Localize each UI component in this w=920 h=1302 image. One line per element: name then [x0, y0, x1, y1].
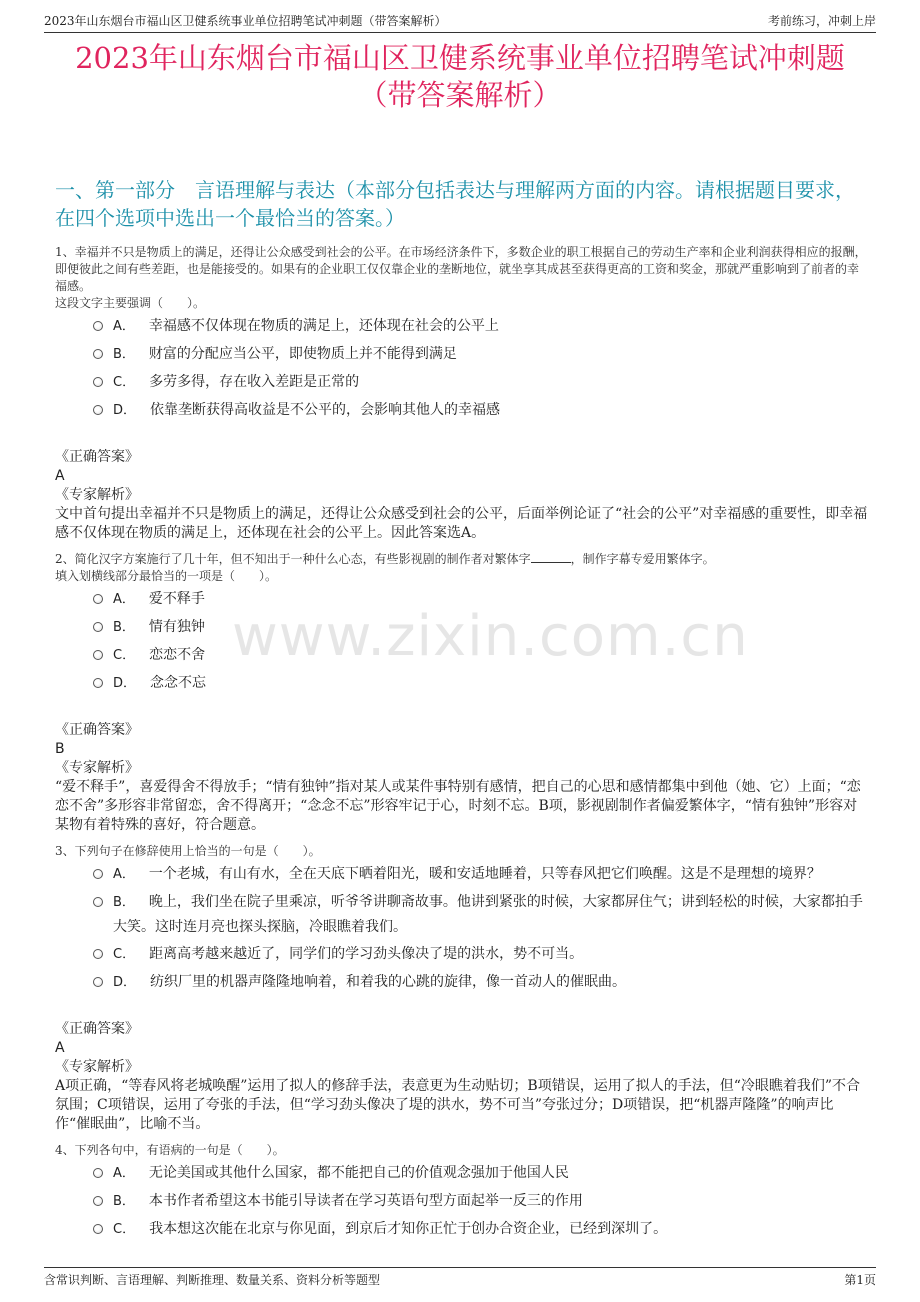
- fill-blank: [531, 562, 571, 563]
- answer-label: 《正确答案》: [55, 1021, 139, 1037]
- header-title: 2023年山东烟台市福山区卫健系统事业单位招聘笔试冲刺题（带答案解析）: [44, 14, 447, 28]
- analysis-label: 《专家解析》: [55, 760, 139, 776]
- watermark: www.zixin.com.cn: [232, 604, 749, 669]
- page-footer: [44, 1267, 876, 1288]
- radio-icon[interactable]: [93, 977, 103, 987]
- option-a[interactable]: A． 爱不释手: [55, 587, 868, 612]
- radio-icon[interactable]: [93, 594, 103, 604]
- option-b[interactable]: B． 情有独钟: [55, 615, 868, 640]
- document-title-line2: （带答案解析）: [358, 78, 562, 112]
- footer-note: 含常识判断、言语理解、判断推理、数量关系、资料分析等题型: [44, 1273, 381, 1287]
- question-stem: 4、下列各句中，有语病的一句是（ ）。: [55, 1143, 285, 1157]
- option-b[interactable]: B． 晚上，我们坐在院子里乘凉，听爷爷讲聊斋故事。他讲到紧张的时候，大家都屏住气；讲到轻松的时候，大家都拍手大笑。这时连月亮也探头探脑，冷眼瞧着我们。: [55, 890, 868, 939]
- question-3: [55, 843, 868, 1134]
- analysis-text: “爱不释手”，喜爱得舍不得放手；“情有独钟”指对某人或某件事特别有感情，把自己的心思和感情都集中到他（她、它）上面；“恋恋不舍”多形容非常留恋，舍不得离开；“念念不忘”形容牢记于心，时刻不忘。B项，影视剧制作者偏爱繁体字，“情有独钟”形容对某物有着特殊的喜好，符合题意。: [55, 779, 861, 833]
- analysis-label: 《专家解析》: [55, 1059, 139, 1075]
- question-stem: 1、幸福并不只是物质上的满足，还得让公众感受到社会的公平。在市场经济条件下，多数企业的职工根据自己的劳动生产率和企业利润获得相应的报酬，即便彼此之间有些差距，也是能接受的。如果有的企业职工仅仅靠企业的垄断地位，就坐享其成甚至获得更高的工资和奖金，那就严重影响到了前者的幸福感。: [55, 245, 867, 293]
- option-d[interactable]: D． 依靠垄断获得高收益是不公平的，会影响其他人的幸福感: [55, 398, 868, 423]
- analysis-label: 《专家解析》: [55, 487, 139, 503]
- radio-icon[interactable]: [93, 377, 103, 387]
- question-stem: 3、下列句子在修辞使用上恰当的一句是（ ）。: [55, 844, 321, 858]
- correct-answer: A: [55, 1040, 65, 1056]
- question-stem: 2、简化汉字方案施行了几十年，但不知出于一种什么心态，有些影视剧的制作者对繁体字 ，制作字幕专爱用繁体字。: [55, 552, 715, 566]
- document-title: [0, 40, 920, 114]
- analysis-text: A项正确，“等春风将老城唤醒”运用了拟人的修辞手法，表意更为生动贴切；B项错误，运用了拟人的手法，但“冷眼瞧着我们”不合氛围；C项错误，运用了夸张的手法，但“学习劲头像决了堤的洪水，势不可当”夸张过分；D项错误，把“机器声隆隆”的响声比作“催眠曲”，比喻不当。: [55, 1078, 861, 1132]
- radio-icon[interactable]: [93, 349, 103, 359]
- question-prompt: 这段文字主要强调（ ）。: [55, 296, 206, 310]
- correct-answer: B: [55, 741, 65, 757]
- radio-icon[interactable]: [93, 869, 103, 879]
- radio-icon[interactable]: [93, 1196, 103, 1206]
- question-prompt: 填入划横线部分最恰当的一项是（ ）。: [55, 569, 278, 583]
- question-4: [55, 1142, 868, 1242]
- option-c[interactable]: C． 多劳多得，存在收入差距是正常的: [55, 370, 868, 395]
- page-header: [44, 10, 876, 33]
- radio-icon[interactable]: [93, 678, 103, 688]
- radio-icon[interactable]: [93, 1168, 103, 1178]
- section-heading: 一、第一部分 言语理解与表达（本部分包括表达与理解两方面的内容。请根据题目要求，在四个选项中选出一个最恰当的答案。）: [55, 178, 855, 230]
- radio-icon[interactable]: [93, 897, 103, 907]
- answer-label: 《正确答案》: [55, 722, 139, 738]
- header-slogan: 考前练习，冲刺上岸: [767, 14, 876, 28]
- option-c[interactable]: C． 我本想这次能在北京与你见面，到京后才知你正忙于创办合资企业，已经到深圳了。: [55, 1217, 868, 1242]
- option-a[interactable]: A． 一个老城，有山有水，全在天底下晒着阳光，暖和安适地睡着，只等春风把它们唤醒。这是不是理想的境界？: [55, 862, 868, 887]
- correct-answer: A: [55, 468, 65, 484]
- question-list: [55, 244, 868, 1245]
- option-a[interactable]: A． 幸福感不仅体现在物质的满足上，还体现在社会的公平上: [55, 314, 868, 339]
- option-d[interactable]: D． 念念不忘: [55, 671, 868, 696]
- analysis-text: 文中首句提出幸福并不只是物质上的满足，还得让公众感受到社会的公平，后面举例论证了“社会的公平”对幸福感的重要性，即幸福感不仅体现在物质的满足上，还体现在社会的公平上。因此答案选A。: [55, 506, 868, 541]
- radio-icon[interactable]: [93, 949, 103, 959]
- option-b[interactable]: B． 财富的分配应当公平，即使物质上并不能得到满足: [55, 342, 868, 367]
- radio-icon[interactable]: [93, 321, 103, 331]
- question-1: [55, 244, 868, 543]
- document-title-line1: 2023年山东烟台市福山区卫健系统事业单位招聘笔试冲刺题: [75, 41, 845, 75]
- option-a[interactable]: A． 无论美国或其他什么国家，都不能把自己的价值观念强加于他国人民: [55, 1161, 868, 1186]
- radio-icon[interactable]: [93, 1224, 103, 1234]
- radio-icon[interactable]: [93, 405, 103, 415]
- question-2: [55, 551, 868, 835]
- option-b[interactable]: B． 本书作者希望这本书能引导读者在学习英语句型方面起举一反三的作用: [55, 1189, 868, 1214]
- option-c[interactable]: C． 恋恋不舍: [55, 643, 868, 668]
- page-number: 第1页: [844, 1273, 876, 1287]
- option-d[interactable]: D． 纺织厂里的机器声隆隆地响着，和着我的心跳的旋律，像一首动人的催眠曲。: [55, 970, 868, 995]
- radio-icon[interactable]: [93, 622, 103, 632]
- option-c[interactable]: C． 距离高考越来越近了，同学们的学习劲头像决了堤的洪水，势不可当。: [55, 942, 868, 967]
- answer-label: 《正确答案》: [55, 449, 139, 465]
- radio-icon[interactable]: [93, 650, 103, 660]
